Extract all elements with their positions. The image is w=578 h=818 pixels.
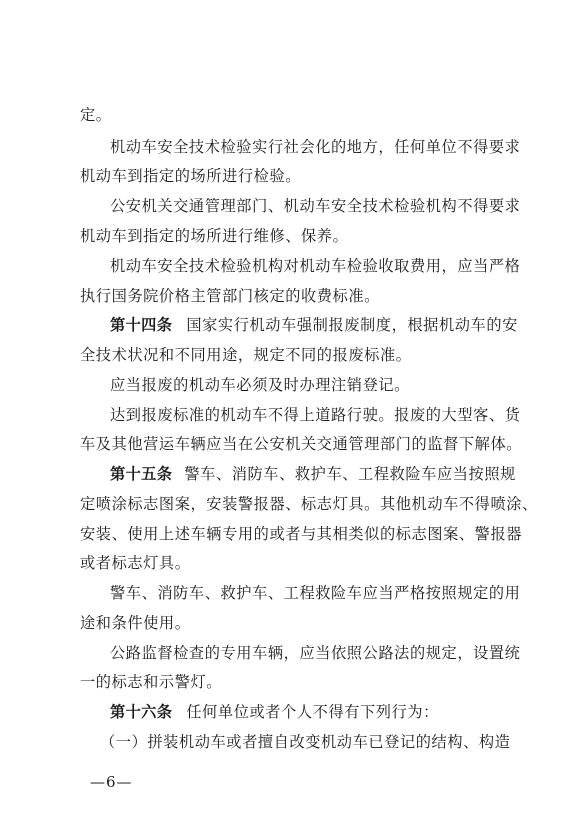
line-text: 定喷涂标志图案，安装警报器、标志灯具。其他机动车不得喷涂、: [80, 495, 538, 513]
line-text: 达到报废标准的机动车不得上道路行驶。报废的大型客、货: [110, 406, 521, 424]
line-text: 任何单位或者个人不得有下列行为：: [186, 703, 439, 721]
line-text: 机动车到指定的场所进行检验。: [80, 167, 302, 185]
text-line: [80, 522, 523, 546]
line-text: 全技术状况和不同用途，规定不同的报废标准。: [80, 346, 412, 364]
line-text: 应当报废的机动车必须及时办理注销登记。: [110, 376, 410, 394]
article-label: 第十五条: [110, 465, 173, 483]
text-line: [80, 611, 510, 635]
text-line: [80, 254, 521, 278]
article-label: 第十六条: [110, 703, 173, 721]
article-label: 第十四条: [110, 316, 173, 334]
line-text: 一的标志和示警灯。: [80, 673, 223, 691]
line-text: 或者标志灯具。: [80, 554, 191, 572]
text-line: [80, 641, 521, 665]
text-line: [80, 164, 510, 188]
text-line: [80, 551, 510, 575]
line-text: 定。: [80, 106, 112, 124]
text-line: [80, 135, 521, 159]
line-text: 警车、消防车、救护车、工程救险车应当按照规: [184, 465, 516, 483]
text-line: [80, 313, 518, 337]
text-line: [80, 581, 521, 605]
line-text: 公安机关交通管理部门、机动车安全技术检验机构不得要求: [110, 197, 521, 215]
line-text: 车及其他营运车辆应当在公安机关交通管理部门的监督下解体。: [80, 435, 523, 453]
line-text: 执行国务院价格主管部门核定的收费标准。: [80, 287, 380, 305]
text-line: [80, 670, 510, 694]
text-line: [80, 194, 521, 218]
text-line: [80, 403, 521, 427]
text-line: [80, 343, 510, 367]
line-text: 机动车安全技术检验实行社会化的地方，任何单位不得要求: [110, 138, 521, 156]
line-text: 警车、消防车、救护车、工程救险车应当严格按照规定的用: [110, 584, 521, 602]
text-line: [80, 700, 510, 724]
line-text: 途和条件使用。: [80, 614, 191, 632]
line-text: 机动车到指定的场所进行维修、保养。: [80, 227, 349, 245]
text-line: [80, 224, 510, 248]
text-line: [80, 373, 510, 397]
line-text: 公路监督检查的专用车辆，应当依照公路法的规定，设置统: [110, 644, 521, 662]
line-text: 机动车安全技术检验机构对机动车检验收取费用，应当严格: [110, 257, 521, 275]
line-text: 国家实行机动车强制报废制度，根据机动车的安: [186, 316, 518, 334]
text-line: [80, 492, 538, 516]
line-text: 安装、使用上述车辆专用的或者与其相类似的标志图案、警报器: [80, 525, 523, 543]
text-line: [80, 462, 516, 486]
text-line: [80, 103, 510, 127]
page-number: —6—: [90, 773, 133, 791]
line-text: （一）拼装机动车或者擅自改变机动车已登记的结构、构造: [100, 733, 511, 751]
text-line: [80, 730, 510, 754]
text-line: [80, 432, 523, 456]
text-line: [80, 284, 510, 308]
